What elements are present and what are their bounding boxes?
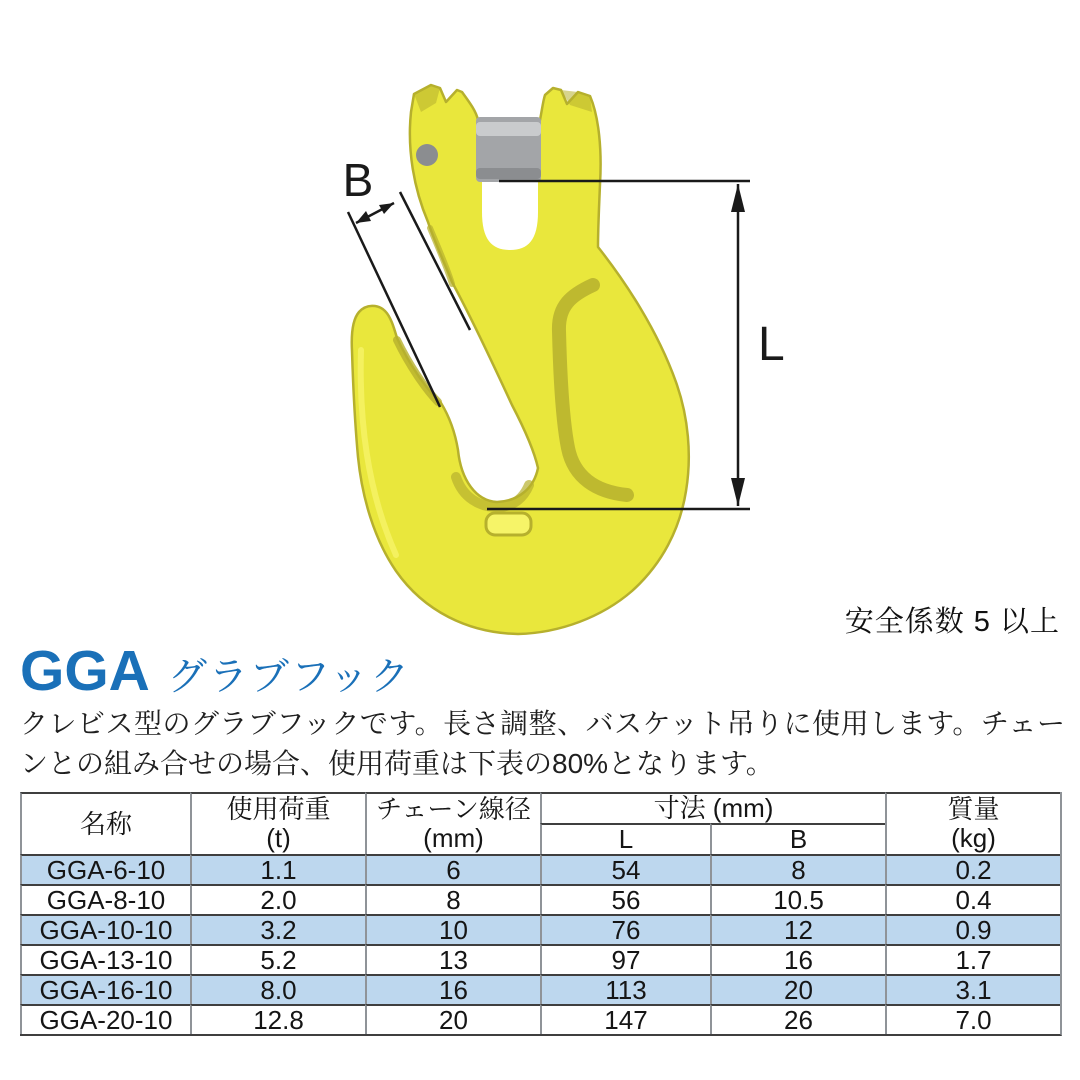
table-row — [20, 974, 1060, 1004]
dim-b-cell: 16 — [710, 944, 885, 974]
col-header-dim-b: B — [710, 823, 885, 854]
table-row — [20, 884, 1060, 914]
chain-dia-cell: 20 — [365, 1004, 540, 1034]
dim-b-cell: 8 — [710, 854, 885, 884]
wll-cell: 2.0 — [190, 884, 365, 914]
clevis-pin — [476, 117, 541, 182]
chain-dia-cell: 16 — [365, 974, 540, 1004]
chain-dia-cell: 10 — [365, 914, 540, 944]
wll-cell: 5.2 — [190, 944, 365, 974]
dim-l-cell: 97 — [540, 944, 710, 974]
model-cell: GGA-16-10 — [20, 974, 190, 1004]
jaw-tab — [486, 513, 531, 535]
dimension-b-arrowhead-right — [379, 203, 394, 214]
spec-table — [20, 792, 1062, 1036]
chain-dia-cell: 13 — [365, 944, 540, 974]
spec-table-container — [20, 792, 1062, 1036]
dim-l-cell: 56 — [540, 884, 710, 914]
wll-cell: 12.8 — [190, 1004, 365, 1034]
table-row — [20, 1004, 1060, 1034]
dim-l-cell: 113 — [540, 974, 710, 1004]
dim-b-cell: 26 — [710, 1004, 885, 1034]
chain-dia-cell: 8 — [365, 884, 540, 914]
table-row — [20, 854, 1060, 884]
wll-cell: 1.1 — [190, 854, 365, 884]
chain-dia-cell: 6 — [365, 854, 540, 884]
clevis-opening — [482, 182, 538, 250]
dimension-l-arrowhead-bottom — [731, 478, 745, 506]
dim-b-cell: 20 — [710, 974, 885, 1004]
mass-cell: 7.0 — [885, 1004, 1060, 1034]
dimension-l-label: L — [758, 318, 785, 371]
table-row — [20, 944, 1060, 974]
model-cell: GGA-8-10 — [20, 884, 190, 914]
dim-l-cell: 76 — [540, 914, 710, 944]
model-cell: GGA-20-10 — [20, 1004, 190, 1034]
col-header-dimensions: 寸法 (mm) — [540, 792, 885, 823]
col-header-mass: 質量 (kg) — [885, 792, 1060, 854]
model-code: GGA — [20, 639, 150, 703]
product-title — [20, 638, 411, 704]
model-cell: GGA-6-10 — [20, 854, 190, 884]
mass-cell: 0.2 — [885, 854, 1060, 884]
dim-l-cell: 54 — [540, 854, 710, 884]
mass-cell: 0.4 — [885, 884, 1060, 914]
dim-b-cell: 10.5 — [710, 884, 885, 914]
dimension-l-arrowhead-top — [731, 184, 745, 212]
mass-cell: 3.1 — [885, 974, 1060, 1004]
wll-cell: 3.2 — [190, 914, 365, 944]
dimension-b-arrowhead-left — [356, 211, 371, 223]
product-description: クレビス型のグラブフックです。長さ調整、バスケット吊りに使用します。チェーンとの組み合せの場合、使用荷重は下表の80%となります。 — [20, 708, 1065, 779]
safety-factor-note: 安全係数 5 以上 — [844, 606, 1060, 638]
dimension-b-label: B — [342, 154, 374, 206]
wll-cell: 8.0 — [190, 974, 365, 1004]
pin-hole-icon — [416, 144, 438, 166]
dim-b-cell: 12 — [710, 914, 885, 944]
col-header-name: 名称 — [20, 792, 190, 854]
col-header-chain-dia: チェーン線径 (mm) — [365, 792, 540, 854]
col-header-dim-l: L — [540, 823, 710, 854]
mass-cell: 0.9 — [885, 914, 1060, 944]
model-cell: GGA-10-10 — [20, 914, 190, 944]
mass-cell: 1.7 — [885, 944, 1060, 974]
col-header-wll: 使用荷重 (t) — [190, 792, 365, 854]
product-name: グラブフック — [167, 656, 412, 699]
header-row-1 — [20, 792, 1060, 823]
table-row — [20, 914, 1060, 944]
dim-l-cell: 147 — [540, 1004, 710, 1034]
model-cell: GGA-13-10 — [20, 944, 190, 974]
